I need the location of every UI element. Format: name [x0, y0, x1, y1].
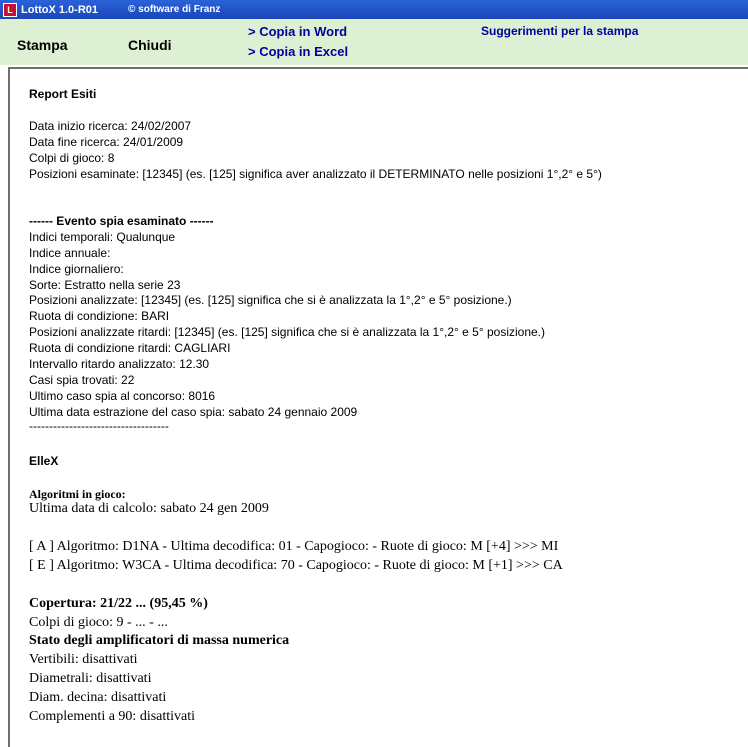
report-line: Casi spia trovati: 22: [29, 373, 135, 387]
copia-word-link[interactable]: > Copia in Word: [248, 24, 348, 39]
report-line: Ultimo caso spia al concorso: 8016: [29, 389, 216, 403]
report-line: Intervallo ritardo analizzato: 12.30: [29, 357, 210, 371]
report-line: Indici temporali: Qualunque: [29, 230, 176, 244]
colpi-di-gioco: Colpi di gioco: 9 - ... - ...: [29, 615, 168, 630]
report-line: Posizioni esaminate: [12345] (es. [125] significa aver analizzato il DETERMINATO nelle posizioni 1°,2° e 5°): [29, 167, 602, 181]
copia-excel-link[interactable]: > Copia in Excel: [248, 44, 349, 59]
report-line: Data inizio ricerca: 24/02/2007: [29, 119, 192, 133]
stato-line: Vertibili: disattivati: [29, 652, 138, 667]
report-title: Report Esiti: [29, 87, 97, 101]
evento-header: ------ Evento spia esaminato ------: [29, 214, 214, 228]
report-line: Posizioni analizzate: [12345] (es. [125] significa che si è analizzata la 1°,2° e 5° posizione.): [29, 293, 512, 307]
stato-header: Stato degli amplificatori di massa numerica: [29, 633, 290, 648]
ellex-heading: ElleX: [29, 454, 59, 468]
title-bar: [0, 0, 748, 19]
stato-line: Diam. decina: disattivati: [29, 690, 167, 705]
report-line: Ruota di condizione ritardi: CAGLIARI: [29, 341, 231, 355]
app-icon: L: [3, 3, 17, 17]
toolbar: [0, 19, 748, 65]
copyright-label: © software di Franz: [128, 4, 221, 15]
stato-line: Diametrali: disattivati: [29, 671, 152, 686]
suggerimenti-link[interactable]: Suggerimenti per la stampa: [481, 24, 639, 38]
report-line: Posizioni analizzate ritardi: [12345] (es. [125] significa che si è analizzata la 1°,2° e 5° posizione.): [29, 325, 546, 339]
window-title: LottoX 1.0-R01: [21, 3, 99, 16]
stato-line: Complementi a 90: disattivati: [29, 709, 196, 724]
algoritmi-header: Algoritmi in gioco:: [29, 487, 126, 501]
chiudi-button[interactable]: Chiudi: [128, 37, 172, 53]
report-line: Sorte: Estratto nella serie 23: [29, 278, 181, 292]
separator-line: -----------------------------------: [29, 419, 169, 433]
stampa-button[interactable]: Stampa: [17, 37, 68, 53]
report-line: Data fine ricerca: 24/01/2009: [29, 135, 184, 149]
report-line: Ruota di condizione: BARI: [29, 309, 170, 323]
algoritmo-a: [ A ] Algoritmo: D1NA - Ultima decodifica: 01 - Capogioco: - Ruote di gioco: M [+4] >>> MI: [29, 539, 559, 554]
report-line: Indice annuale:: [29, 246, 111, 260]
report-line: Indice giornaliero:: [29, 262, 124, 276]
ultima-data: Ultima data di calcolo: sabato 24 gen 2009: [29, 501, 269, 516]
report-line: Ultima data estrazione del caso spia: sabato 24 gennaio 2009: [29, 405, 358, 419]
copertura: Copertura: 21/22 ... (95,45 %): [29, 596, 208, 611]
report-line: Colpi di gioco: 8: [29, 151, 115, 165]
report-frame: [8, 67, 748, 747]
algoritmo-e: [ E ] Algoritmo: W3CA - Ultima decodifica: 70 - Capogioco: - Ruote di gioco: M [+1] >>> CA: [29, 558, 563, 573]
